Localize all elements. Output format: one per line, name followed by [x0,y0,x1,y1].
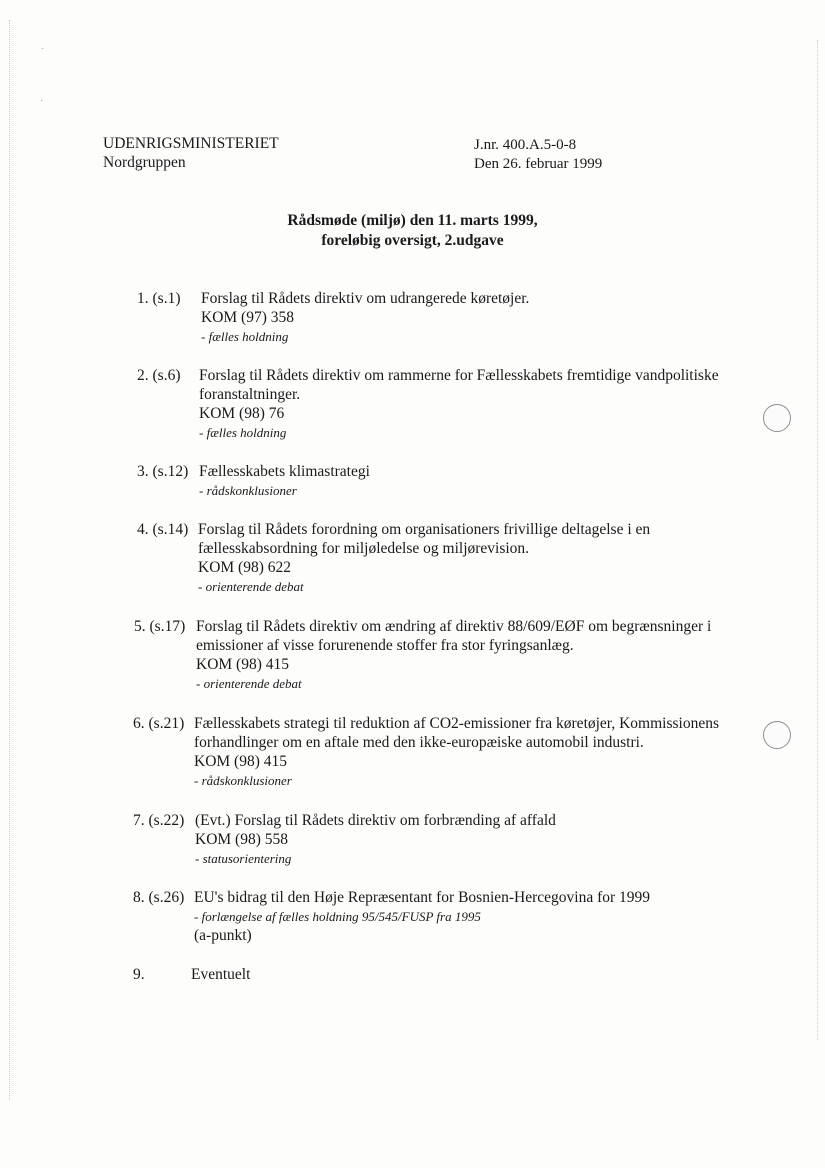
item-note: - forlængelse af fælles holdning 95/545/FUSP fra 1995 [194,909,481,924]
item-reference: KOM (98) 558 [195,831,288,848]
item-note: - rådskonklusioner [194,773,292,788]
item-reference: KOM (98) 415 [196,656,289,673]
item-reference: KOM (98) 415 [194,753,287,770]
item-text: Fællesskabets klimastrategi [199,463,370,480]
item-text: (Evt.) Forslag til Rådets direktiv om forbrænding af affald [195,812,556,829]
scan-edge-left [9,20,11,1100]
item-text: Eventuelt [191,966,251,983]
document-date: Den 26. februar 1999 [474,156,603,172]
item-reference: KOM (98) 76 [199,405,285,422]
item-body [199,462,759,500]
document-title [0,211,825,251]
scan-speck: · [40,96,44,107]
punch-hole [763,404,791,432]
item-number: 7. (s.22) [133,812,185,829]
header-right [474,136,602,174]
item-note: - fælles holdning [201,329,289,344]
item-note: - orienterende debat [198,579,304,594]
org-name: UDENRIGSMINISTERIET [103,135,279,152]
scan-speck: · [41,44,45,55]
item-number: 4. (s.14) [137,521,189,538]
item-body [191,965,751,984]
item-note: - statusorientering [195,851,292,866]
journal-number: J.nr. 400.A.5-0-8 [474,137,577,153]
item-number: 3. (s.12) [137,463,189,480]
item-reference: KOM (98) 622 [198,559,291,576]
item-number: 6. (s.21) [133,715,185,732]
punch-hole [763,721,791,749]
item-note: - orienterende debat [196,676,302,691]
item-body [199,366,759,442]
item-text: Forslag til Rådets direktiv om ændring af direktiv 88/609/EØF om begrænsninger i emissioner af visse forurenende stoffer fra stor fyringsanlæg. [196,618,712,654]
item-text: Forslag til Rådets direktiv om udrangerede køretøjer. [201,290,530,307]
item-body [194,888,754,945]
title-line-2: foreløbig oversigt, 2.udgave [321,232,504,249]
item-body [194,714,754,790]
item-reference: KOM (97) 358 [201,309,294,326]
item-body [195,811,755,868]
item-number: 5. (s.17) [134,618,186,635]
scan-edge-right [817,40,819,1040]
item-number: 2. (s.6) [137,367,181,384]
department-name: Nordgruppen [103,154,186,171]
item-text: Forslag til Rådets direktiv om rammerne for Fællesskabets fremtidige vandpolitiske foranstaltninger. [199,367,719,403]
item-note: - rådskonklusioner [199,483,297,498]
item-note: - fælles holdning [199,425,287,440]
item-body [196,617,751,693]
item-text: EU's bidrag til den Høje Repræsentant for Bosnien-Hercegovina for 1999 [194,889,651,906]
item-number: 8. (s.26) [133,889,185,906]
item-body [198,520,718,596]
item-body [201,289,761,346]
item-extra: (a-punkt) [194,927,252,944]
item-text: Fællesskabets strategi til reduktion af CO2-emissioner fra køretøjer, Kommissionens forhandlinger om en aftale med den ikke-europæiske automobil industri. [194,715,719,751]
title-line-1: Rådsmøde (miljø) den 11. marts 1999, [287,212,538,229]
header-left [103,134,279,172]
item-number: 1. (s.1) [137,290,181,307]
item-text: Forslag til Rådets forordning om organisationers frivillige deltagelse i en fællesskabsordning for miljøledelse og miljørevision. [198,521,651,557]
item-number: 9. [133,966,145,983]
